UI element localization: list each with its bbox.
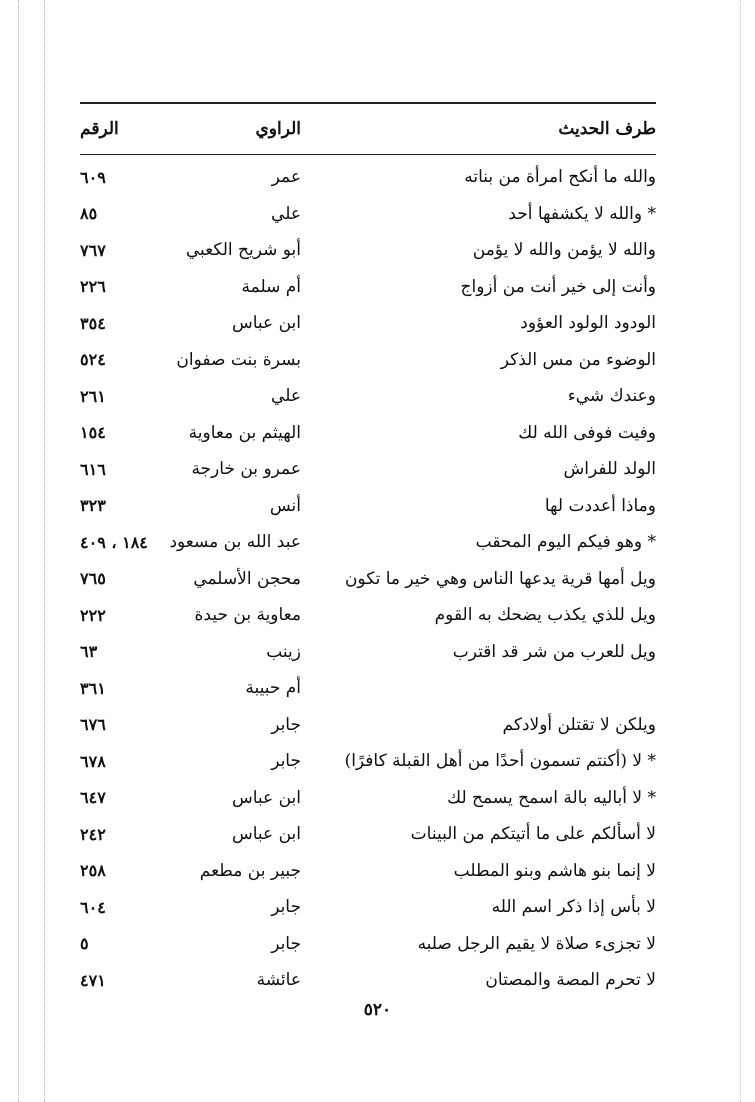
narrator-name: معاوية بن حيدة bbox=[194, 605, 301, 626]
table-row bbox=[80, 780, 656, 817]
hadith-number: ٣٥٤ bbox=[80, 313, 106, 333]
hadith-number: ٦٧٨ bbox=[80, 751, 106, 771]
hadith-number: ٤٧١ bbox=[80, 970, 106, 990]
hadith-text: الودود الولود العؤود bbox=[520, 313, 656, 334]
table-body bbox=[80, 155, 656, 999]
hadith-text bbox=[356, 670, 656, 707]
hadith-text: وفيت فوفى الله لك bbox=[518, 422, 656, 443]
hadith-number: ٦٤٧ bbox=[80, 788, 106, 808]
hadith-text: والله ما أنكح امرأة من بناته bbox=[464, 167, 656, 188]
hadith-number: ٦٠٩ bbox=[80, 167, 106, 187]
hadith-number: ٨٥ bbox=[80, 204, 98, 224]
table-row bbox=[80, 269, 656, 306]
narrator-name: ابن عباس bbox=[231, 824, 301, 845]
table-row bbox=[80, 415, 656, 452]
narrator-name: علي bbox=[271, 386, 301, 407]
narrator-name: عائشة bbox=[256, 970, 301, 991]
hadith-number: ٧٦٧ bbox=[80, 240, 106, 260]
hadith-text: * وهو فيكم اليوم المحقب bbox=[475, 532, 656, 553]
margin-line-left-inner bbox=[44, 0, 45, 1102]
header-number: الرقم bbox=[80, 119, 119, 139]
hadith-text: لا تحرم المصة والمصتان bbox=[485, 970, 656, 991]
narrator-name: جابر bbox=[271, 751, 301, 772]
table-row bbox=[80, 743, 656, 780]
table-row bbox=[80, 561, 656, 598]
hadith-text: * لا (أكنتم تسمون أحدًا من أهل القبلة كافرًا) bbox=[344, 751, 656, 772]
margin-line-right bbox=[740, 0, 741, 1102]
hadith-text: وعندك شيء bbox=[567, 386, 656, 407]
hadith-index-table bbox=[80, 102, 656, 999]
hadith-text: ويل للذي يكذب يضحك به القوم bbox=[434, 605, 656, 626]
hadith-number: ٢٢٦ bbox=[80, 277, 106, 297]
narrator-name: عبد الله بن مسعود bbox=[169, 532, 301, 553]
hadith-number: ٢٥٨ bbox=[80, 861, 106, 881]
table-row bbox=[80, 634, 656, 671]
table-row bbox=[80, 853, 656, 890]
narrator-name: عمرو بن خارجة bbox=[191, 459, 301, 480]
table-row bbox=[80, 378, 656, 415]
narrator-name: بسرة بنت صفوان bbox=[176, 349, 301, 370]
narrator-name: علي bbox=[271, 203, 301, 224]
hadith-number: ١٥٤ bbox=[80, 423, 106, 443]
hadith-number: ٣٢٣ bbox=[80, 496, 106, 516]
hadith-text: ويلكن لا تقتلن أولادكم bbox=[502, 714, 656, 735]
hadith-number: ٢٦١ bbox=[80, 386, 106, 406]
narrator-name: جابر bbox=[271, 714, 301, 735]
narrator-name: عمر bbox=[271, 167, 301, 188]
hadith-number: ٦٧٦ bbox=[80, 715, 106, 735]
hadith-text: الولد للفراش bbox=[563, 459, 656, 480]
page-number: ٥٢٠ bbox=[363, 1000, 392, 1020]
hadith-text: * لا أباليه بالة اسمح يسمح لك bbox=[447, 787, 656, 808]
hadith-number: ٢٢٢ bbox=[80, 605, 106, 625]
hadith-text: لا إنما بنو هاشم وبنو المطلب bbox=[453, 860, 656, 881]
narrator-name: جبير بن مطعم bbox=[199, 860, 301, 881]
hadith-number: ٥ bbox=[80, 934, 89, 954]
table-row bbox=[80, 962, 656, 999]
table-row bbox=[80, 926, 656, 963]
narrator-name: الهيثم بن معاوية bbox=[188, 422, 301, 443]
hadith-text: لا بأس إذا ذكر اسم الله bbox=[491, 897, 656, 918]
table-row bbox=[80, 305, 656, 342]
table-header bbox=[80, 104, 656, 154]
hadith-number: ١٨٤ ، ٤٠٩ bbox=[80, 532, 148, 552]
table-row bbox=[80, 889, 656, 926]
header-narrator: الراوي bbox=[255, 119, 301, 139]
narrator-name: ابن عباس bbox=[231, 787, 301, 808]
narrator-name: جابر bbox=[271, 933, 301, 954]
narrator-name: جابر bbox=[271, 897, 301, 918]
hadith-number: ٦٣ bbox=[80, 642, 98, 662]
narrator-name: أم حبيبة bbox=[245, 678, 301, 699]
table-row bbox=[80, 196, 656, 233]
narrator-name: زينب bbox=[266, 641, 301, 662]
hadith-text: لا تجزىء صلاة لا يقيم الرجل صلبه bbox=[417, 933, 656, 954]
table-row bbox=[80, 342, 656, 379]
hadith-number: ٧٦٥ bbox=[80, 569, 106, 589]
narrator-name: ابن عباس bbox=[231, 313, 301, 334]
table-row bbox=[80, 524, 656, 561]
hadith-text: وأنت إلى خير أنت من أزواج bbox=[460, 276, 656, 297]
table-row bbox=[80, 707, 656, 744]
table-row bbox=[80, 232, 656, 269]
table-row bbox=[80, 670, 656, 707]
header-hadith: طرف الحديث bbox=[558, 119, 656, 139]
hadith-text: والله لا يؤمن والله لا يؤمن bbox=[472, 240, 656, 261]
table-row bbox=[80, 488, 656, 525]
hadith-text: ويل للعرب من شر قد اقترب bbox=[452, 641, 656, 662]
hadith-text: وماذا أعددت لها bbox=[544, 495, 656, 516]
narrator-name: أم سلمة bbox=[241, 276, 301, 297]
table-row bbox=[80, 159, 656, 196]
hadith-number: ٦٠٤ bbox=[80, 897, 106, 917]
hadith-number: ٢٤٢ bbox=[80, 824, 106, 844]
table-row bbox=[80, 451, 656, 488]
hadith-text: الوضوء من مس الذكر bbox=[500, 349, 656, 370]
table-row bbox=[80, 816, 656, 853]
table-row bbox=[80, 597, 656, 634]
narrator-name: محجن الأسلمي bbox=[193, 568, 301, 589]
hadith-text: * والله لا يكشفها أحد bbox=[508, 203, 656, 224]
hadith-number: ٥٢٤ bbox=[80, 350, 106, 370]
margin-line-left bbox=[18, 0, 19, 1102]
hadith-text: ويل أمها قرية يدعها الناس وهي خير ما تكون bbox=[344, 568, 656, 589]
narrator-name: أبو شريح الكعبي bbox=[185, 240, 301, 261]
hadith-number: ٦١٦ bbox=[80, 459, 106, 479]
hadith-number: ٣٦١ bbox=[80, 678, 106, 698]
narrator-name: أنس bbox=[269, 495, 301, 516]
hadith-text: لا أسألكم على ما أتيتكم من البينات bbox=[410, 824, 656, 845]
